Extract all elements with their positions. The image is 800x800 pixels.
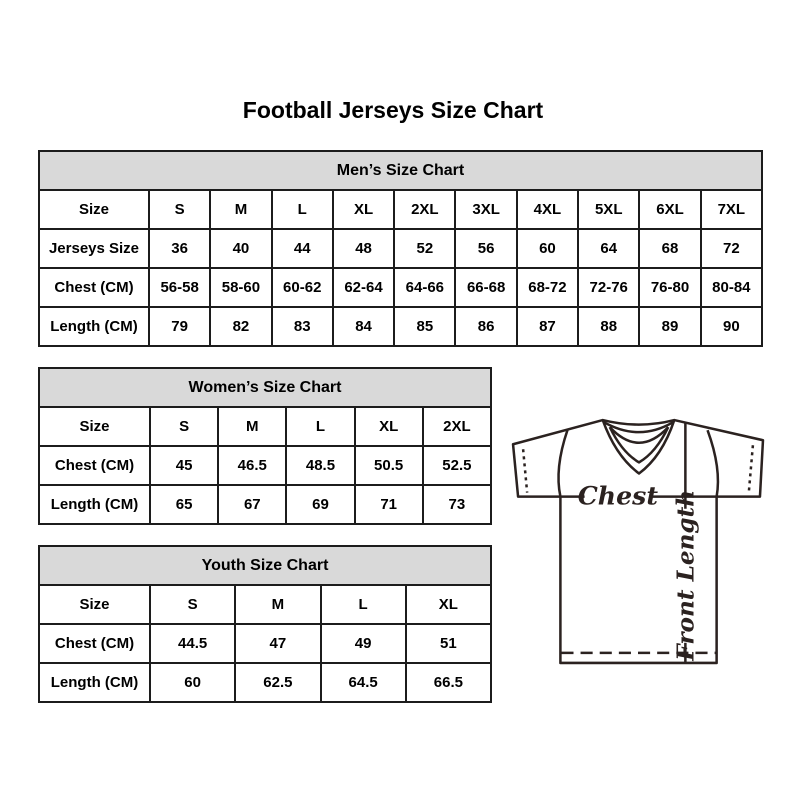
cell: 45 [150, 446, 218, 485]
cell: 76-80 [639, 268, 700, 307]
cell: 71 [355, 485, 423, 524]
table-title-row [39, 151, 762, 190]
column-header: L [272, 190, 333, 229]
cell: 36 [149, 229, 210, 268]
cell: 64-66 [394, 268, 455, 307]
table-title-row [39, 546, 491, 585]
table-row [39, 663, 491, 702]
column-header: XL [355, 407, 423, 446]
cell: 87 [517, 307, 578, 346]
table-title: Men’s Size Chart [39, 151, 762, 190]
cell: 88 [578, 307, 639, 346]
row-header: Chest (CM) [39, 268, 149, 307]
cell: 48.5 [286, 446, 354, 485]
column-header: M [218, 407, 286, 446]
column-header: XL [333, 190, 394, 229]
row-header: Length (CM) [39, 307, 149, 346]
cell: 72 [701, 229, 762, 268]
youth-size-chart-table [38, 545, 492, 703]
column-header: M [210, 190, 271, 229]
table-header-row [39, 190, 762, 229]
row-header: Length (CM) [39, 485, 150, 524]
cell: 46.5 [218, 446, 286, 485]
cell: 64.5 [321, 663, 406, 702]
column-header: M [235, 585, 320, 624]
column-header: L [286, 407, 354, 446]
chest-measure-label: Chest [577, 480, 658, 511]
cell: 51 [406, 624, 491, 663]
table-title-row [39, 368, 491, 407]
row-header: Chest (CM) [39, 624, 150, 663]
jersey-outline [513, 420, 763, 663]
cell: 83 [272, 307, 333, 346]
cell: 90 [701, 307, 762, 346]
cell: 52.5 [423, 446, 491, 485]
cell: 49 [321, 624, 406, 663]
column-header: S [149, 190, 210, 229]
jersey-measurement-diagram [508, 416, 766, 666]
cell: 60 [150, 663, 235, 702]
table-row [39, 307, 762, 346]
row-header: Chest (CM) [39, 446, 150, 485]
cell: 66.5 [406, 663, 491, 702]
cell: 47 [235, 624, 320, 663]
column-header: S [150, 407, 218, 446]
cell: 48 [333, 229, 394, 268]
front-length-measure-label: Front Length [672, 489, 700, 661]
column-header: XL [406, 585, 491, 624]
table-title: Women’s Size Chart [39, 368, 491, 407]
mens-size-chart-table [38, 150, 763, 347]
cell: 68 [639, 229, 700, 268]
column-header: 7XL [701, 190, 762, 229]
cell: 40 [210, 229, 271, 268]
table-header-row [39, 585, 491, 624]
cell: 66-68 [455, 268, 516, 307]
cell: 62.5 [235, 663, 320, 702]
cell: 64 [578, 229, 639, 268]
cell: 60-62 [272, 268, 333, 307]
cell: 79 [149, 307, 210, 346]
table-row [39, 624, 491, 663]
row-header: Size [39, 585, 150, 624]
table-header-row [39, 407, 491, 446]
column-header: 3XL [455, 190, 516, 229]
cell: 80-84 [701, 268, 762, 307]
cell: 84 [333, 307, 394, 346]
table-title: Youth Size Chart [39, 546, 491, 585]
column-header: 2XL [394, 190, 455, 229]
cell: 86 [455, 307, 516, 346]
cell: 58-60 [210, 268, 271, 307]
page-title: Football Jerseys Size Chart [242, 97, 544, 123]
column-header: 5XL [578, 190, 639, 229]
cell: 72-76 [578, 268, 639, 307]
column-header: 2XL [423, 407, 491, 446]
cell: 56-58 [149, 268, 210, 307]
column-header: 4XL [517, 190, 578, 229]
table-row [39, 229, 762, 268]
table-row [39, 446, 491, 485]
table-row [39, 485, 491, 524]
cell: 73 [423, 485, 491, 524]
row-header: Size [39, 407, 150, 446]
column-header: S [150, 585, 235, 624]
table-row [39, 268, 762, 307]
cell: 65 [150, 485, 218, 524]
row-header: Length (CM) [39, 663, 150, 702]
womens-size-chart-table [38, 367, 492, 525]
cell: 82 [210, 307, 271, 346]
column-header: L [321, 585, 406, 624]
row-header: Size [39, 190, 149, 229]
row-header: Jerseys Size [39, 229, 149, 268]
cell: 89 [639, 307, 700, 346]
cell: 85 [394, 307, 455, 346]
cell: 44 [272, 229, 333, 268]
cell: 62-64 [333, 268, 394, 307]
cell: 67 [218, 485, 286, 524]
cell: 52 [394, 229, 455, 268]
cell: 68-72 [517, 268, 578, 307]
cell: 69 [286, 485, 354, 524]
cell: 60 [517, 229, 578, 268]
cell: 44.5 [150, 624, 235, 663]
column-header: 6XL [639, 190, 700, 229]
cell: 56 [455, 229, 516, 268]
cell: 50.5 [355, 446, 423, 485]
